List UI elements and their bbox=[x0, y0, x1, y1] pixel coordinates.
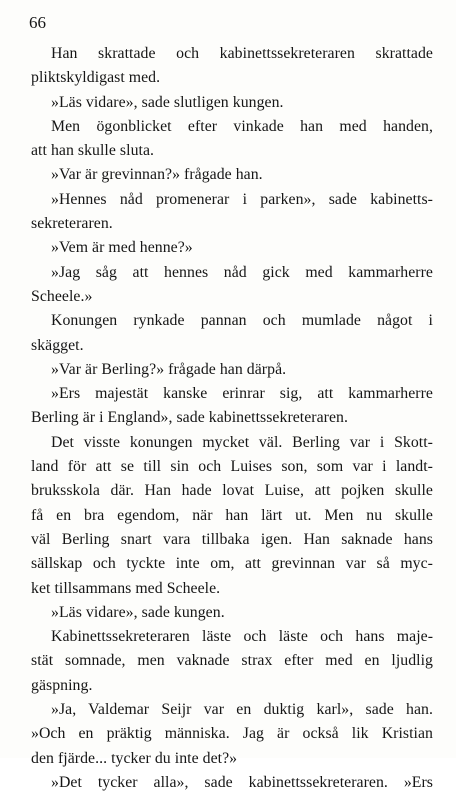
text-line: väl Berling snart vara tillbaka igen. Han saknade hans bbox=[31, 530, 433, 548]
body-text bbox=[31, 42, 433, 795]
text-line: bruksskola där. Han hade lovat Luise, att pojken skulle bbox=[31, 482, 433, 500]
text-line: »Vem är med henne?» bbox=[51, 239, 193, 257]
text-line: den fjärde... tycker du inte det?» bbox=[31, 749, 238, 767]
text-line: Det visste konungen mycket väl. Berling var i Skott- bbox=[51, 433, 433, 451]
text-line: stät somnade, men vaknade strax efter med en ljudlig bbox=[31, 652, 433, 670]
text-line: »Läs vidare», sade kungen. bbox=[51, 603, 225, 621]
text-line: Kabinettssekreteraren läste och läste och hans maje- bbox=[51, 628, 433, 646]
text-line: sekreteraren. bbox=[31, 215, 113, 233]
text-line: »Hennes nåd promenerar i parken», sade kabinetts- bbox=[51, 190, 433, 208]
text-line: Han skrattade och kabinettssekreteraren skrattade bbox=[51, 45, 433, 62]
page-number: 66 bbox=[29, 13, 46, 32]
text-line: att han skulle sluta. bbox=[31, 142, 155, 160]
text-line: gäspning. bbox=[31, 676, 93, 694]
text-line: ket tillsammans med Scheele. bbox=[31, 579, 221, 597]
text-line: »Var är Berling?» frågade han därpå. bbox=[51, 360, 287, 378]
text-line: Konungen rynkade pannan och mumlade något i bbox=[51, 312, 433, 330]
text-line: land för att se till sin och Luises son, som var i landt- bbox=[31, 458, 433, 476]
text-line: »Det tycker alla», sade kabinettssekreteraren. »Ers bbox=[51, 773, 433, 791]
text-line: Scheele.» bbox=[31, 287, 93, 305]
text-line: Men ögonblicket efter vinkade han med handen, bbox=[51, 117, 433, 135]
text-line: »Var är grevinnan?» frågade han. bbox=[51, 166, 263, 184]
text-line: »Ja, Valdemar Seijr var en duktig karl», sade han. bbox=[51, 701, 433, 719]
text-line: »Jag såg att hennes nåd gick med kammarherre bbox=[51, 263, 433, 281]
text-line: »Läs vidare», sade slutligen kungen. bbox=[51, 93, 284, 111]
text-line: »Ers majestät kanske erinrar sig, att kammarherre bbox=[51, 385, 433, 403]
text-line: få en bra egendom, när han lärt ut. Men nu skulle bbox=[31, 506, 433, 524]
text-line: »Och en präktig människa. Jag är också lik Kristian bbox=[31, 725, 433, 743]
text-line: Berling är i England», sade kabinettssekreteraren. bbox=[31, 409, 349, 427]
text-line: sällskap och tyckte inte om, att grevinnan var så myc- bbox=[31, 555, 433, 573]
text-line: skägget. bbox=[31, 336, 84, 354]
text-line: pliktskyldigast med. bbox=[31, 69, 161, 87]
